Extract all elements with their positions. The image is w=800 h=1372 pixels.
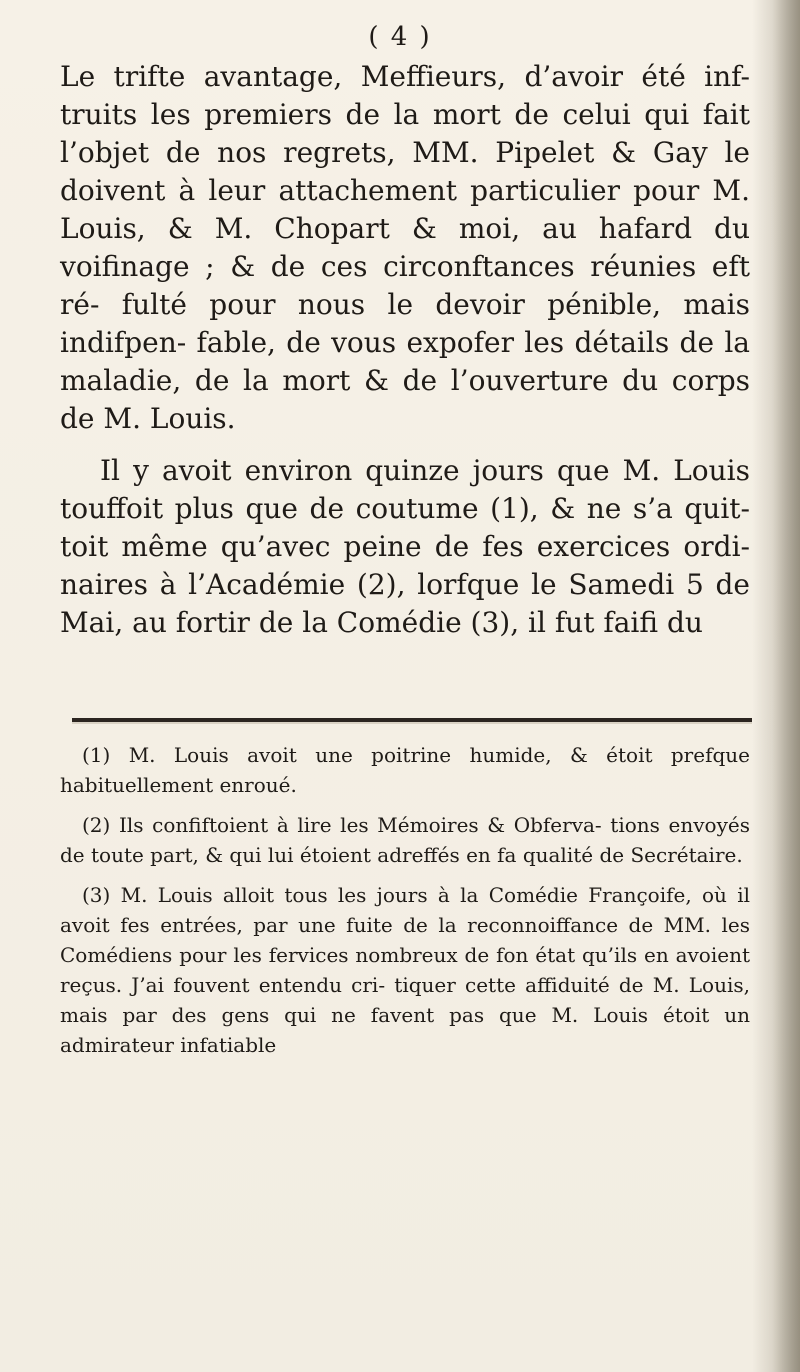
footnote: (1) M. Louis avoit une poitrine humide, & étoit prefque habituellement enroué. — [60, 743, 750, 797]
footnote: (2) Ils confiftoient à lire les Mémoires & Obferva- tions envoyés de toute part, & qui lui étoient adreffés en fa qualité de Secrétaire. — [60, 813, 750, 867]
footnote-divider — [72, 718, 752, 722]
footnote: (3) M. Louis alloit tous les jours à la Comédie Françoife, où il avoit fes entrées, par une fuite de la reconnoiffance de MM. les Comédiens pour les fervices nombreux de fon état qu’ils en avoient reçus. J’ai fouvent entendu cri- tiquer cette affiduité de M. Louis, mais par des gens qui ne favent pas que M. Louis étoit un admirateur infatiable — [60, 883, 750, 1057]
page-number: ( 4 ) — [368, 22, 432, 52]
paragraph: Il y avoit environ quinze jours que M. Louis touffoit plus que de coutume (1), & ne s’a quit- toit même qu’avec peine de fes exercices ordi- naires à l’Académie (2), lorfque le Samedi 5 de Mai, au fortir de la Comédie (3), il fut faifi du — [60, 454, 750, 639]
paragraph: Le trifte avantage, Meffieurs, d’avoir été inf- truits les premiers de la mort de celui qui fait l’objet de nos regrets, MM. Pipelet & Gay le doivent à leur attachement particulier pour M. Louis, & M. Chopart & moi, au hafard du voifinage ; & de ces circonftances réunies eft ré- fulté pour nous le devoir pénible, mais indifpen- fable, de vous expofer les détails de la maladie, de la mort & de l’ouverture du corps de M. Louis. — [60, 60, 750, 435]
page-edge-shadow — [772, 0, 800, 1372]
footnotes — [60, 740, 750, 1070]
main-text — [60, 58, 750, 642]
